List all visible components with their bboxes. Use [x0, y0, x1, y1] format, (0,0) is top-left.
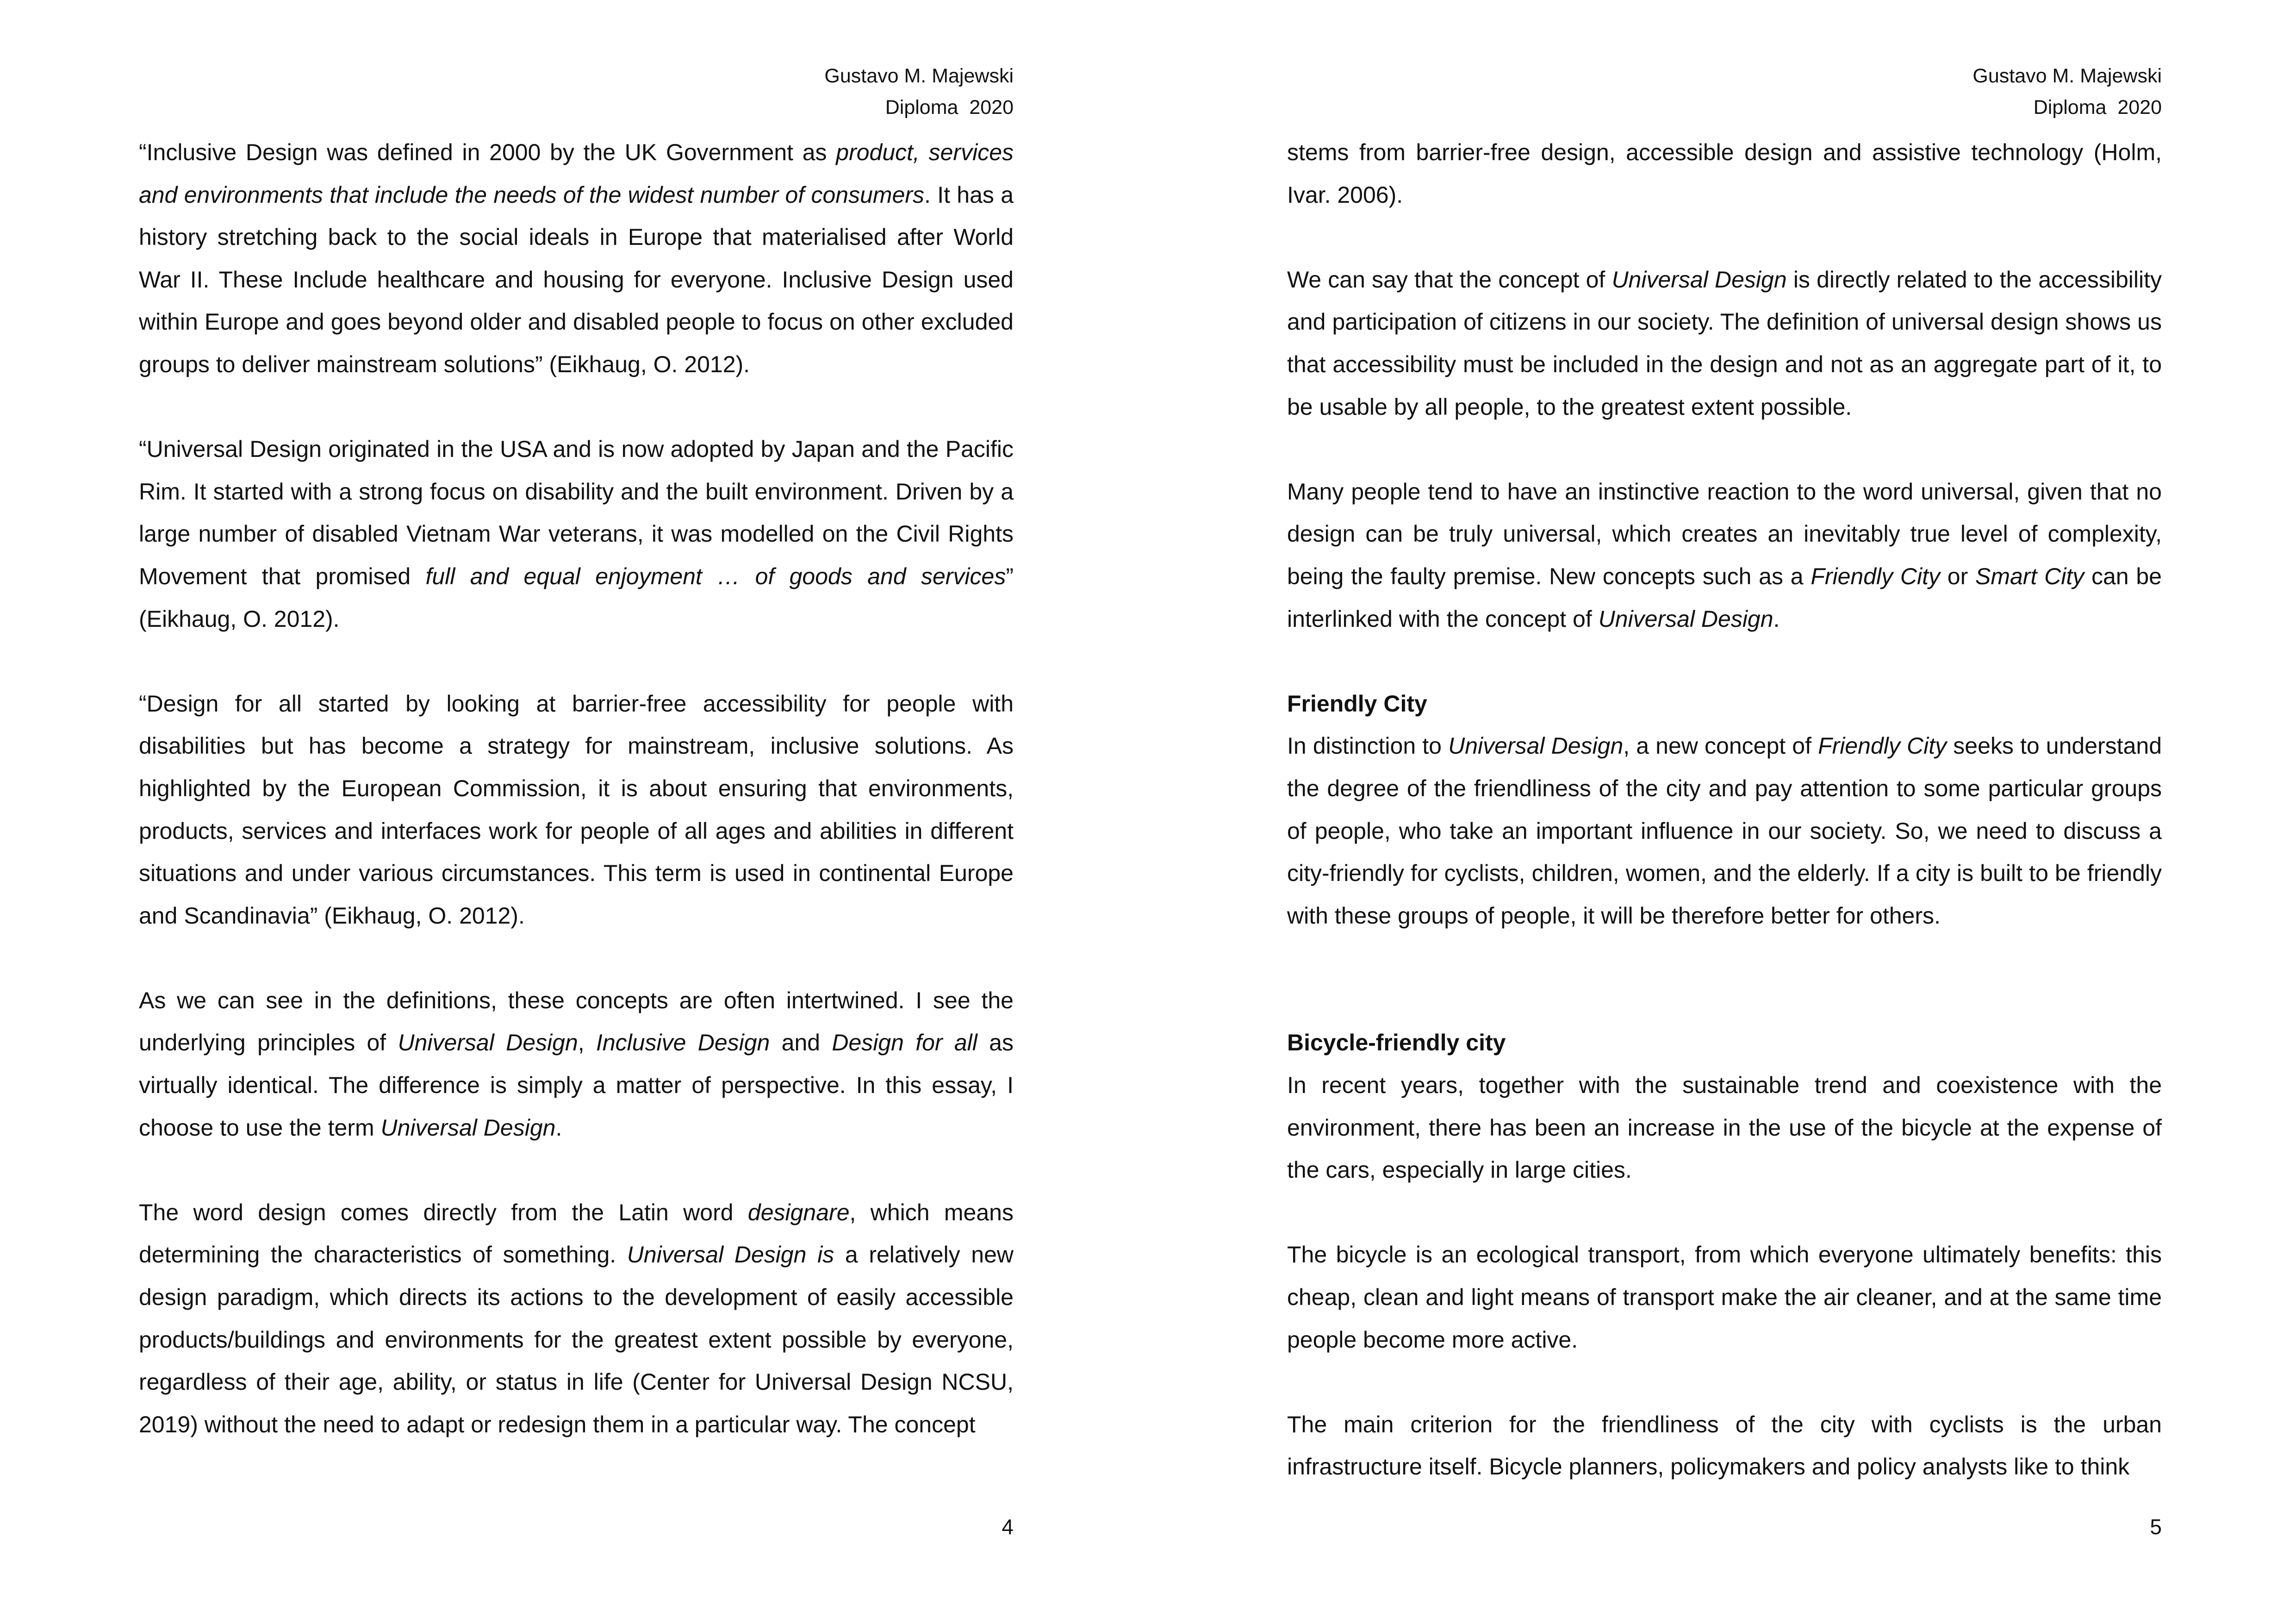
header-subtitle: Diploma 2020 — [885, 96, 1014, 119]
page-header — [139, 60, 1014, 123]
header-subtitle: Diploma 2020 — [2033, 96, 2162, 119]
section-heading-friendly-city: Friendly City — [1287, 690, 1427, 717]
page-header — [1287, 60, 2162, 123]
paragraph: “Inclusive Design was defined in 2000 by the UK Government as product, services and environments that include the needs of the widest number of consumers. It has a history stretching back to the social ideals in Europe that materialised after World War II. These Include healthcare and housing for everyone. Inclusive Design used within Europe and goes beyond older and disabled people to focus on other excluded groups to deliver mainstream solutions” (Eikhaug, O. 2012). — [139, 139, 1014, 377]
blank-line — [1287, 980, 2162, 1022]
page-number: 4 — [1002, 1515, 1014, 1539]
paragraph: We can say that the concept of Universal Design is directly related to the accessibility and participation of citizens in our society. The definition of universal design shows us that accessibility must be included in the design and not as an aggregate part of it, to be usable by all people, to the greatest extent possible. — [1287, 266, 2162, 420]
paragraph: stems from barrier-free design, accessible design and assistive technology (Holm, Ivar. 2006). — [1287, 139, 2162, 208]
paragraph: The bicycle is an ecological transport, from which everyone ultimately benefits: this cheap, clean and light means of transport make the air cleaner, and at the same time people become more active. — [1287, 1242, 2162, 1353]
paragraph: As we can see in the definitions, these concepts are often intertwined. I see the underlying principles of Universal Design, Inclusive Design and Design for all as virtually identical. The difference is simply a matter of perspective. In this essay, I choose to use the term Universal Design. — [139, 987, 1014, 1141]
body-text — [1287, 131, 2162, 1488]
paragraph: The word design comes directly from the Latin word designare, which means determining the characteristics of something. Universal Design is a relatively new design paradigm, which directs its actions to the development of easily accessible products/buildings and environments for the greatest extent possible by everyone, regardless of their age, ability, or status in life (Center for Universal Design NCSU, 2019) without the need to adapt or redesign them in a particular way. The concept — [139, 1199, 1014, 1437]
paragraph: Many people tend to have an instinctive reaction to the word universal, given that no design can be truly universal, which creates an inevitably true level of complexity, being the faulty premise. New concepts such as a Friendly City or Smart City can be interlinked with the concept of Universal Design. — [1287, 478, 2162, 632]
section-heading-bicycle-friendly-city: Bicycle-friendly city — [1287, 1030, 1506, 1056]
page-number: 5 — [2150, 1515, 2162, 1539]
body-text — [139, 131, 1014, 1446]
paragraph: “Design for all started by looking at barrier-free accessibility for people with disabilities but has become a strategy for mainstream, inclusive solutions. As highlighted by the European Commission, it is about ensuring that environments, products, services and interfaces work for people of all ages and abilities in different situations and under various circumstances. This term is used in continental Europe and Scandinavia” (Eikhaug, O. 2012). — [139, 690, 1014, 929]
right-page — [1148, 0, 2296, 1624]
header-author: Gustavo M. Majewski — [1972, 65, 2162, 87]
paragraph: The main criterion for the friendliness of the city with cyclists is the urban infrastructure itself. Bicycle planners, policymakers and policy analysts like to think — [1287, 1411, 2162, 1480]
paragraph: In distinction to Universal Design, a new concept of Friendly City seeks to understand the degree of the friendliness of the city and pay attention to some particular groups of people, who take an important influence in our society. So, we need to discuss a city-friendly for cyclists, children, women, and the elderly. If a city is built to be friendly with these groups of people, it will be therefore better for others. — [1287, 733, 2162, 929]
header-author: Gustavo M. Majewski — [824, 65, 1014, 87]
paragraph: “Universal Design originated in the USA and is now adopted by Japan and the Pacific Rim. It started with a strong focus on disability and the built environment. Driven by a large number of disabled Vietnam War veterans, it was modelled on the Civil Rights Movement that promised full and equal enjoyment … of goods and services” (Eikhaug, O. 2012). — [139, 436, 1014, 632]
paragraph: In recent years, together with the sustainable trend and coexistence with the environment, there has been an increase in the use of the bicycle at the expense of the cars, especially in large cities. — [1287, 1072, 2162, 1183]
